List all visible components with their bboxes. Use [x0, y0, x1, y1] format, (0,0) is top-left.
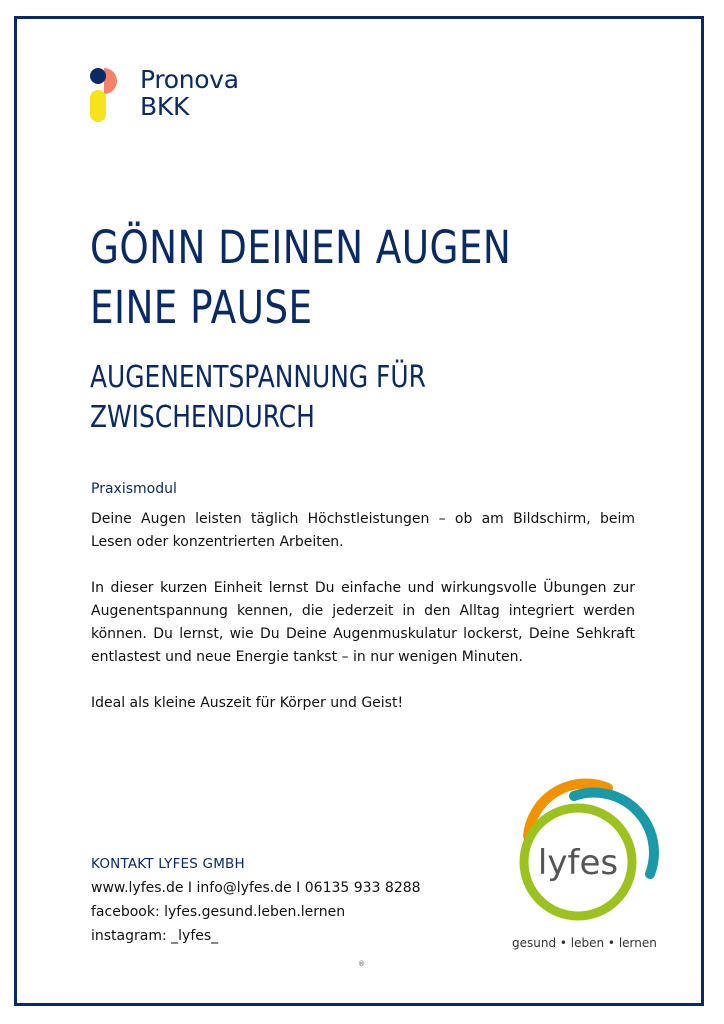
paragraph-intro: Deine Augen leisten täglich Höchstleistungen – ob am Bildschirm, beim Lesen oder konzentrierten Arbeiten. — [91, 511, 635, 550]
brand-name-line1: Pronova — [140, 65, 239, 94]
contact-instagram: instagram: _lyfes_ — [91, 928, 219, 944]
pronova-bkk-logo — [86, 66, 286, 130]
lyfes-logo — [512, 774, 662, 924]
brand-name-line2: BKK — [140, 92, 190, 121]
body-text — [91, 508, 635, 738]
lyfes-tagline: gesund • leben • lernen — [512, 936, 657, 950]
headline — [90, 218, 588, 338]
headline-line1: GÖNN DEINEN AUGEN — [90, 221, 512, 274]
contact-facebook: facebook: lyfes.gesund.leben.lernen — [91, 904, 346, 920]
subheadline-line1: AUGENENTSPANNUNG FÜR — [90, 360, 426, 395]
registered-mark: ® — [358, 960, 365, 968]
subheadline — [90, 358, 588, 438]
contact-web-mail-phone: www.lyfes.de I info@lyfes.de I 06135 933 8288 — [91, 880, 421, 896]
pronova-logo-mark-icon — [86, 66, 130, 126]
module-label: Praxismodul — [91, 481, 177, 497]
contact-block — [91, 852, 421, 948]
subheadline-line2: ZWISCHENDURCH — [90, 400, 315, 435]
lyfes-wordmark: lyfes — [537, 843, 619, 883]
paragraph-description: In dieser kurzen Einheit lernst Du einfache und wirkungsvolle Übungen zur Augenentspannung kennen, die jederzeit in den Alltag integriert werden können. Du lernst, wie Du Deine Augenmuskulatur lockerst, Deine Sehkraft entlastest und neue Energie tankst – in nur wenigen Minuten. — [91, 580, 635, 665]
headline-line2: EINE PAUSE — [90, 281, 313, 334]
paragraph-closing: Ideal als kleine Auszeit für Körper und Geist! — [91, 695, 404, 711]
contact-title: KONTAKT LYFES GMBH — [91, 856, 245, 872]
pronova-logo-wordmark — [140, 66, 239, 120]
